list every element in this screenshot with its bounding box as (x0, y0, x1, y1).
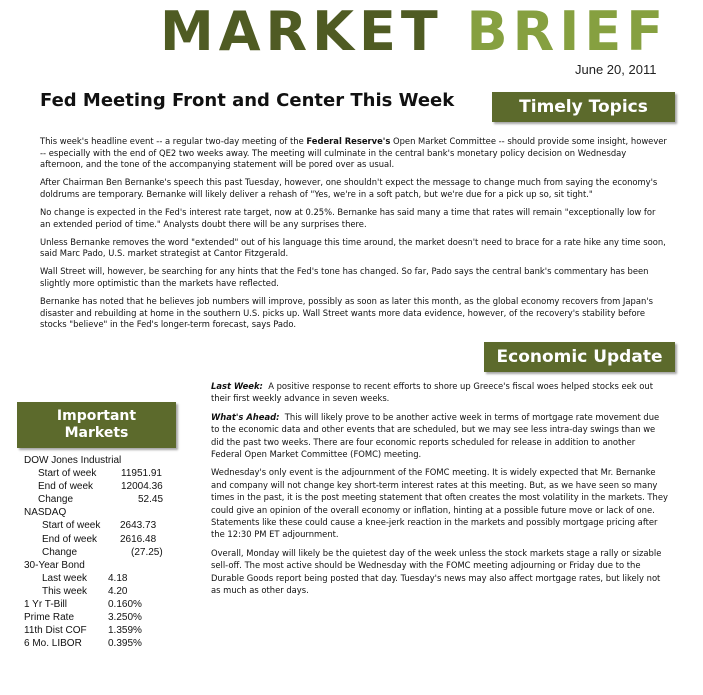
market-label: NASDAQ (24, 507, 67, 519)
market-value: 4.20 (108, 585, 128, 597)
market-value: 4.18 (108, 572, 128, 584)
market-label: Last week (42, 572, 88, 584)
masthead-title (160, 2, 668, 62)
market-label: 6 Mo. LIBOR (24, 638, 82, 650)
economic-update-banner: Economic Update (484, 342, 675, 372)
markets-row (24, 546, 184, 559)
lead-article (40, 136, 668, 337)
markets-row (24, 624, 184, 637)
lead-paragraph-2: After Chairman Ben Bernanke's speech this past Tuesday, however, one shouldn't expect the message to change much from saying the economy's doldrums are temporary. Bernanke will likely deliver a rehash of "Yes, we're in a soft patch, but we're due for a pick up so, sit tight." (40, 177, 658, 199)
market-value: 3.250% (108, 612, 142, 624)
market-label: DOW Jones Industrial (24, 455, 122, 466)
lead-paragraph-6: Bernanke has noted that he believes job numbers will improve, possibly as soon as later this month, as the global economy recovers from Japan's disaster and rebuilding at home in the southern U.S. picks up. Wall Street wants more data evidence, however, of the recovery's stability before stocks "believe" in the Fed's longer-term forecast, says Pado. (40, 296, 653, 330)
markets-title-line1: Important (56, 408, 137, 424)
last-week-text: A positive response to recent efforts to shore up Greece's fiscal woes helped stocks eek out their first weekly advance in seven weeks. (211, 381, 653, 404)
market-label: 30-Year Bond (24, 559, 85, 571)
market-label: Start of week (42, 520, 101, 532)
markets-row (24, 611, 184, 624)
whats-ahead-label: What's Ahead: (211, 411, 280, 422)
econ-paragraph-4: Overall, Monday will likely be the quietest day of the week unless the stock markets stage a rally or sizable sell-off. The most active should be Wednesday with the FOMC meeting adjourning or Friday due to the Durable Goods report being posted that day. Tuesday's news may also affect mortgage rates, but likely not as much as other days. (211, 547, 662, 596)
market-value: 2643.73 (120, 520, 157, 532)
markets-row (24, 559, 184, 572)
issue-date: June 20, 2011 (575, 62, 657, 77)
lead-p1-text-b: Open Market Committee -- should provide some insight, however -- especially with the end of QE2 two weeks away. The meeting will culminate in the central bank's monetary policy decision on Wednesday afternoon, and the tone of the accompanying statement will be pored over as usual. (40, 136, 667, 170)
econ-whats-ahead (211, 411, 668, 461)
market-label: Start of week (38, 468, 97, 480)
article-headline: Fed Meeting Front and Center This Week (40, 90, 455, 111)
market-label: 11th Dist COF (24, 625, 87, 637)
lead-p1-text-a: This week's headline event -- a regular two-day meeting of the (40, 136, 307, 146)
market-value: 0.160% (108, 599, 142, 611)
market-value: 2616.48 (120, 533, 157, 545)
markets-row (24, 454, 184, 467)
lead-paragraph-3: No change is expected in the Fed's interest rate target, now at 0.25%. Bernanke has said many a time that rates will remain "exceptionally low for an extended period of time." Analysts doubt there will be any surprises there. (40, 206, 656, 229)
market-value: (27.25) (131, 546, 163, 558)
markets-row (24, 598, 184, 611)
markets-title-line2: Markets (64, 425, 129, 441)
lead-paragraph-5: Wall Street will, however, be searching for any hints that the Fed's tone has changed. So far, Pado says the central bank's commentary has been slightly more optimistic than the markets have reflected. (40, 266, 649, 288)
econ-last-week (211, 380, 668, 405)
markets-row (24, 480, 184, 493)
markets-row (24, 572, 184, 585)
market-label: This week (42, 585, 88, 597)
econ-paragraph-3: Wednesday's only event is the adjournment of the FOMC meeting. It is widely expected that Mr. Bernanke and company will not change key short-term interest rates at this meeting. But, as we have seen so many times in the past, it is the post meeting statement that often creates the most volatility in the markets. They could give an opinion of the overall economy or inflation, hinting at a possible future move or lack of one. Statements like these could cause a knee-jerk reaction in the markets and possibly mortgage pricing after the 12:30 PM ET adjournment. (211, 467, 668, 540)
markets-row (24, 506, 184, 519)
market-value: 11951.91 (121, 468, 162, 480)
markets-row (24, 585, 184, 598)
lead-p1-bold: Federal Reserve's (306, 136, 391, 146)
economic-update-article (211, 380, 668, 603)
market-label: 1 Yr T-Bill (24, 599, 67, 611)
market-label: Change (42, 546, 78, 558)
market-value: 0.395% (108, 638, 142, 650)
whats-ahead-text: This will likely prove to be another active week in terms of mortgage rate movement due to the economic data and other events that are scheduled, but we may see less intra-day swings than we did the past two weeks. There are four economic reports scheduled for release in addition to another Federal Open Market Committee (FOMC) meeting. (211, 411, 660, 460)
important-markets-banner (17, 402, 176, 448)
masthead-word-market: MARKET (160, 0, 443, 63)
markets-row (24, 493, 184, 506)
market-label: Change (38, 494, 74, 506)
market-label: Prime Rate (24, 612, 75, 624)
last-week-label: Last Week: (211, 381, 263, 391)
timely-topics-banner: Timely Topics (492, 92, 675, 122)
markets-row (24, 519, 184, 532)
market-label: End of week (38, 481, 94, 493)
market-value: 1.359% (108, 625, 142, 637)
market-label: End of week (42, 533, 98, 545)
markets-table (24, 454, 184, 650)
market-value: 12004.36 (121, 481, 163, 493)
lead-paragraph-1 (40, 136, 668, 171)
market-value: 52.45 (138, 494, 164, 506)
masthead-word-brief: BRIEF (466, 0, 669, 63)
lead-paragraph-4: Unless Bernanke removes the word "extended" out of his language this time around, the market doesn't need to brace for a rate hike any time soon, said Marc Pado, U.S. market strategist at Cantor Fitzgerald. (40, 236, 666, 259)
markets-row (24, 533, 184, 546)
markets-row (24, 467, 184, 480)
markets-row (24, 637, 184, 650)
